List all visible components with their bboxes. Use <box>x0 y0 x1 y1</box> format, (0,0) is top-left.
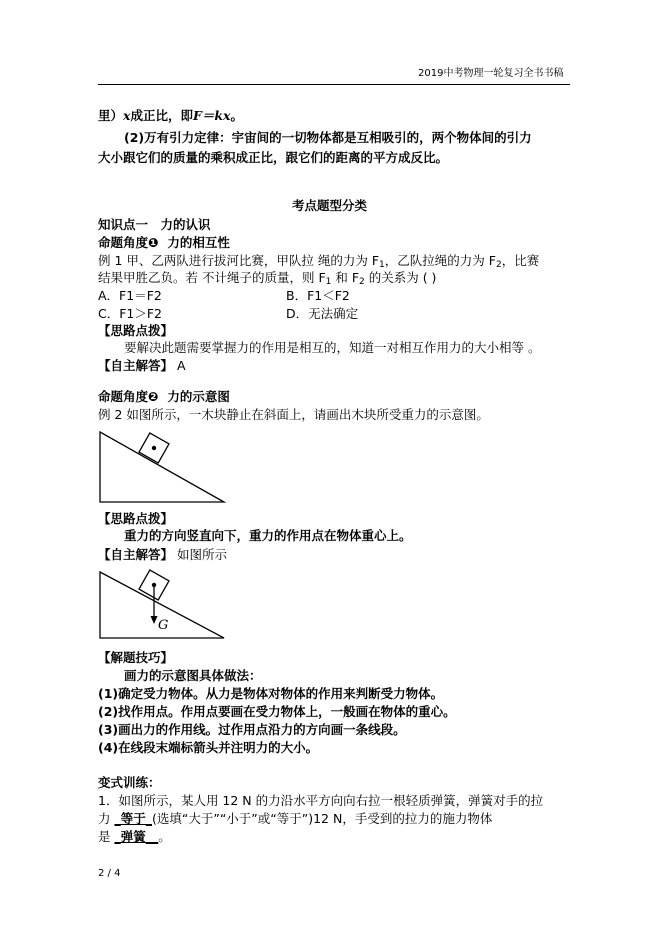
answer1: 【自主解答】 A <box>98 358 186 373</box>
center-of-gravity-dot <box>152 446 156 450</box>
gravity-figure <box>96 566 228 642</box>
practice-q1-line-1: 1．如图所示，某人用 12 N 的力沿水平方向向右拉一根轻质弹簧，弹簧对手的拉 <box>98 793 544 808</box>
angle2-heading: 命题角度❷ 力的示意图 <box>98 389 230 404</box>
ex1-option-b: B．F1＜F2 <box>286 288 350 303</box>
ex1-line-2: 结果甲胜乙负。若 不计绳子的质量，则 $F_1$ 和 $F_2$ 的关系为 ( ) <box>98 270 437 287</box>
think2-text: 重力的方向竖直向下，重力的作用点在物体重心上。 <box>124 528 412 543</box>
page-number: 2 / 4 <box>98 868 121 879</box>
answer2: 【自主解答】 如图所示 <box>98 547 228 562</box>
gravity-label: G <box>158 618 169 633</box>
gravity-arrow-head <box>151 616 158 624</box>
think2-label: 【思路点拨】 <box>98 511 174 526</box>
tips-label: 【解题技巧】 <box>98 650 174 665</box>
ex1-option-c: C．F1＞F2 <box>98 306 163 321</box>
practice-label: 变式训练： <box>98 775 161 790</box>
running-title: 2019中考物理一轮复习全书书稿 <box>418 68 564 79</box>
tips-step: (2)找作用点。作用点要画在受力物体上，一般画在物体的重心。 <box>98 704 456 719</box>
tips-step: (3)画出力的作用线。过作用点沿力的方向画一条线段。 <box>98 722 406 737</box>
ex1-option-d: D．无法确定 <box>286 306 359 321</box>
think1-text: 要解决此题需要掌握力的作用是相互的，知道一对相互作用力的大小相等 。 <box>124 340 541 355</box>
tips-step: (1)确定受力物体。从力是物体对物体的作用来判断受力物体。 <box>98 686 444 701</box>
header-rule <box>98 84 570 85</box>
intro-line-3: 大小跟它们的质量的乘积成正比，跟它们的距离的平方成反比。 <box>98 150 449 165</box>
angle1-heading: 命题角度❶ 力的相互性 <box>98 235 230 250</box>
incline-figure <box>96 424 228 508</box>
intro-line-2: (2)万有引力定律：宇宙间的一切物体都是互相吸引的，两个物体间的引力 <box>124 130 532 145</box>
ex1-line-1: 例 1 甲、乙两队进行拔河比赛，甲队拉 绳的力为 $F_1$，乙队拉绳的力为 $F_2$，比赛 <box>98 253 540 270</box>
ex1-option-a: A．F1＝F2 <box>98 288 162 303</box>
tips-intro: 画力的示意图具体做法： <box>124 668 262 683</box>
answer-blank: _弹簧__ <box>114 829 159 844</box>
think1-label: 【思路点拨】 <box>98 323 174 338</box>
ex2-text: 例 2 如图所示，一木块静止在斜面上，请画出木块所受重力的示意图。 <box>98 407 489 422</box>
answer-blank: _等于_ <box>114 811 152 826</box>
section-title: 考点题型分类 <box>292 198 368 213</box>
practice-q1-line-3: 是 _弹簧__。 <box>98 829 171 844</box>
knowledge-point: 知识点一 力的认识 <box>98 217 211 232</box>
intro-line-1: 里）x成正比，即F＝kx。 <box>98 108 243 123</box>
tips-step: (4)在线段末端标箭头并注明力的大小。 <box>98 740 319 755</box>
practice-q1-line-2: 力 _等于_(选填“大于”“小于”或“等于”)12 N，手受到的拉力的施力物体 <box>98 811 493 826</box>
